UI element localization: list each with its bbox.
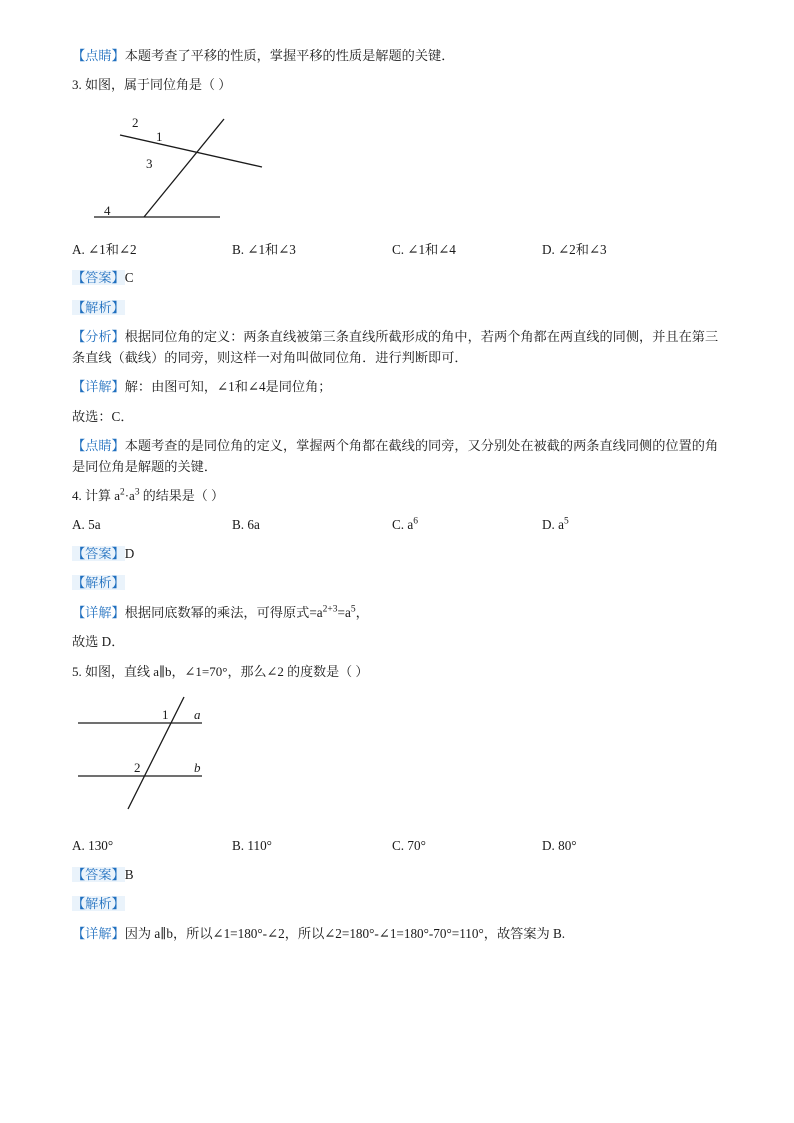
jiexi-tag: 【解析】: [72, 299, 125, 315]
answer-tag-q5: 【答案】: [72, 866, 125, 882]
question-3-stem: 3. 如图，属于同位角是（ ）: [72, 77, 232, 93]
q3-option-c[interactable]: C. ∠1和∠4: [392, 241, 456, 257]
q5-xiangjie-line: [72, 924, 722, 944]
q4-option-c-text: C. a: [392, 517, 414, 533]
answer-tag-q4: 【答案】: [72, 545, 125, 561]
q3-xiangjie-line: [72, 377, 722, 397]
q4-stem-mid: ·a: [124, 488, 135, 504]
q3-guxuan-line: 故选：C．: [72, 408, 134, 424]
dianjing-text: 本题考查了平移的性质，掌握平移的性质是解题的关键．: [124, 48, 455, 63]
figure-q5-label-2: 2: [134, 759, 141, 775]
q4-stem-exp1: 2: [120, 487, 125, 498]
question-4-stem: [72, 486, 722, 506]
jiexi-tag-q5: 【解析】: [72, 896, 125, 912]
answer-tag: 【答案】: [72, 270, 125, 286]
q4-answer-line: [72, 544, 722, 564]
document-content: [72, 46, 722, 953]
q5-answer-value: B: [124, 866, 134, 882]
q4-option-a[interactable]: A. 5a: [72, 517, 101, 533]
figure-q3-label-3: 3: [146, 155, 153, 171]
xiangjie-tag-q4: 【详解】: [72, 604, 125, 620]
q4-option-b[interactable]: B. 6a: [232, 517, 260, 533]
q3-option-b[interactable]: B. ∠1和∠3: [232, 241, 296, 257]
q3-answer-value: C: [124, 270, 134, 286]
q3-dianjing-line: [72, 436, 722, 477]
q5-option-b[interactable]: B. 110°: [232, 837, 272, 853]
q3-xiangjie-text: 解：由图可知，∠1和∠4是同位角；: [124, 379, 332, 395]
q5-option-c[interactable]: C. 70°: [392, 837, 426, 853]
figure-q3-label-1: 1: [156, 128, 163, 144]
figure-q5-label-1: 1: [162, 706, 169, 722]
jiexi-tag-q4: 【解析】: [72, 575, 125, 591]
q5-option-d[interactable]: D. 80°: [542, 837, 577, 853]
q4-option-c[interactable]: [392, 515, 542, 535]
figure-question-5: [72, 691, 722, 826]
xiangjie-tag-q5: 【详解】: [72, 925, 125, 941]
q4-jiexi-line: [72, 573, 722, 593]
q3-dianjing-text: 本题考查的是同位角的定义，掌握两个角都在截线的同旁，又分别处在被截的两条直线同侧的位置的角是同位角是解题的关键．: [72, 438, 719, 474]
figure-question-3: [72, 105, 722, 230]
q4-option-c-exp: 6: [413, 516, 418, 527]
q4-xiangjie-exp1: 2+3: [322, 604, 338, 615]
q3-jiexi-line: [72, 298, 722, 318]
xiangjie-tag: 【详解】: [72, 379, 125, 395]
q4-xiangjie-exp2: 5: [350, 604, 356, 615]
figure-q3-label-4: 4: [104, 202, 111, 218]
q5-jiexi-line: [72, 894, 722, 914]
q4-option-d-exp: 5: [563, 516, 569, 527]
figure-q3-label-2: 2: [132, 114, 139, 130]
question-4-options: [72, 515, 722, 535]
q5-answer-line: [72, 865, 722, 885]
dianjing-tag: 【点睛】: [72, 48, 125, 63]
question-5-options: [72, 836, 722, 856]
question-5-stem: 5. 如图，直线 a∥b，∠1=70°，那么∠2 的度数是（ ）: [72, 663, 369, 679]
q4-xiangjie-pre: 根据同底数幂的乘法，可得原式=a: [124, 604, 323, 620]
q4-guxuan-line: 故选 D．: [72, 634, 125, 650]
q4-stem-pre: 4. 计算 a: [72, 488, 121, 504]
figure-q5-label-b: b: [194, 759, 201, 775]
q4-xiangjie-post: ，: [355, 604, 369, 620]
q4-answer-value: D: [124, 545, 135, 561]
q3-option-d[interactable]: D. ∠2和∠3: [542, 241, 607, 257]
figure-q5-label-a: a: [194, 706, 201, 722]
q3-option-a[interactable]: A. ∠1和∠2: [72, 241, 137, 257]
q3-fenxi-text: 根据同位角的定义：两条直线被第三条直线所截形成的角中，若两个角都在两直线的同侧，并且在第三条直线（截线）的同旁，则这样一对角叫做同位角．进行判断即可．: [72, 329, 719, 365]
dianjing-tag-q3: 【点睛】: [72, 438, 125, 454]
fenxi-tag: 【分析】: [72, 329, 125, 345]
q4-stem-post: 的结果是（ ）: [139, 488, 224, 504]
q4-xiangjie-line: [72, 603, 722, 623]
q5-option-a[interactable]: A. 130°: [72, 837, 114, 853]
q4-option-d[interactable]: [542, 515, 682, 535]
q4-xiangjie-mid: =a: [337, 604, 351, 620]
dianjing-line-top: [72, 46, 722, 66]
q4-option-d-text: D. a: [542, 517, 564, 533]
q4-stem-exp2: 3: [134, 487, 140, 498]
question-3-options: [72, 240, 722, 260]
q5-xiangjie-text: 因为 a∥b，所以∠1=180°-∠2，所以∠2=180°-∠1=180°-70°=110°，故答案为 B.: [124, 925, 566, 941]
q3-answer-line: [72, 268, 722, 288]
q3-fenxi-line: [72, 327, 722, 368]
